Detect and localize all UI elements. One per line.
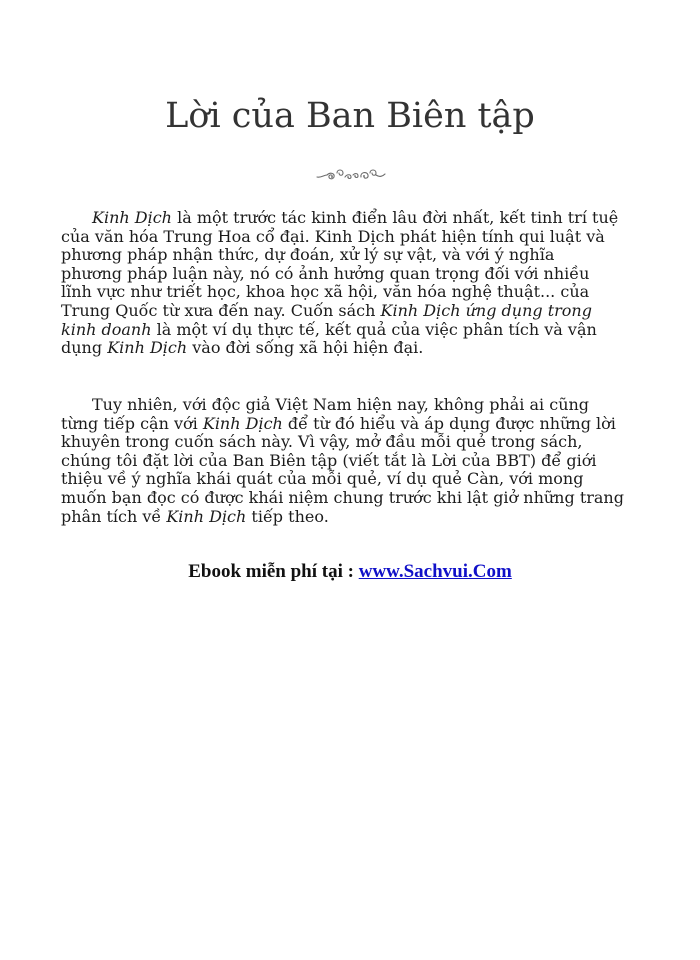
text-line: phân tích về Kinh Dịch tiếp theo. (61, 506, 329, 526)
text-line: lĩnh vực như triết học, khoa học xã hội, văn hóa nghệ thuật... của (61, 282, 590, 302)
italic-book-title: Kinh Dịch (202, 413, 283, 433)
italic-book-title: Kinh Dịch (92, 208, 172, 227)
text-line: chúng tôi đặt lời của Ban Biên tập (viết tắt là Lời của BBT) để giới (61, 450, 597, 470)
text-line: Kinh Dịch là một trước tác kinh điển lâu đời nhất, kết tinh trí tuệ (92, 208, 619, 227)
text-line: thiệu về ý nghĩa khái quát của mỗi quẻ, ví dụ quẻ Càn, với mong (61, 469, 584, 489)
ornament-flourish-icon (315, 165, 387, 183)
sachvui-link[interactable]: www.Sachvui.Com (358, 561, 512, 582)
italic-book-title: Kinh Dịch (107, 338, 188, 358)
text-line: Tuy nhiên, với độc giả Việt Nam hiện nay, không phải ai cũng (92, 395, 590, 414)
italic-book-title: Kinh Dịch (166, 506, 247, 526)
text-line: phương pháp nhận thức, dự đoán, xử lý sự vật, và với ý nghĩa (61, 245, 555, 265)
italic-book-title: kinh doanh (61, 319, 152, 339)
paragraph-editorial-note (61, 396, 661, 526)
text-line: dụng Kinh Dịch vào đời sống xã hội hiện đại. (61, 338, 424, 358)
paragraph-intro (61, 209, 661, 358)
page-title: Lời của Ban Biên tập (165, 96, 535, 136)
text-line: từng tiếp cận với Kinh Dịch để từ đó hiểu và áp dụng được những lời (61, 413, 616, 433)
text-line: của văn hóa Trung Hoa cổ đại. Kinh Dịch phát hiện tính qui luật và (61, 226, 605, 246)
ebook-promo (0, 561, 700, 583)
ebook-label: Ebook miễn phí tại : (188, 561, 359, 582)
text-line: khuyên trong cuốn sách này. Vì vậy, mở đầu mỗi quẻ trong sách, (61, 432, 583, 452)
italic-book-title: Kinh Dịch ứng dụng trong (380, 300, 592, 320)
text-line: Trung Quốc từ xưa đến nay. Cuốn sách Kinh Dịch ứng dụng trong (61, 300, 592, 320)
text-line: muốn bạn đọc có được khái niệm chung trước khi lật giở những trang (61, 487, 624, 507)
text-line: kinh doanh là một ví dụ thực tế, kết quả của việc phân tích và vận (61, 319, 597, 339)
text-line: phương pháp luận này, nó có ảnh hưởng quan trọng đối với nhiều (61, 263, 590, 283)
